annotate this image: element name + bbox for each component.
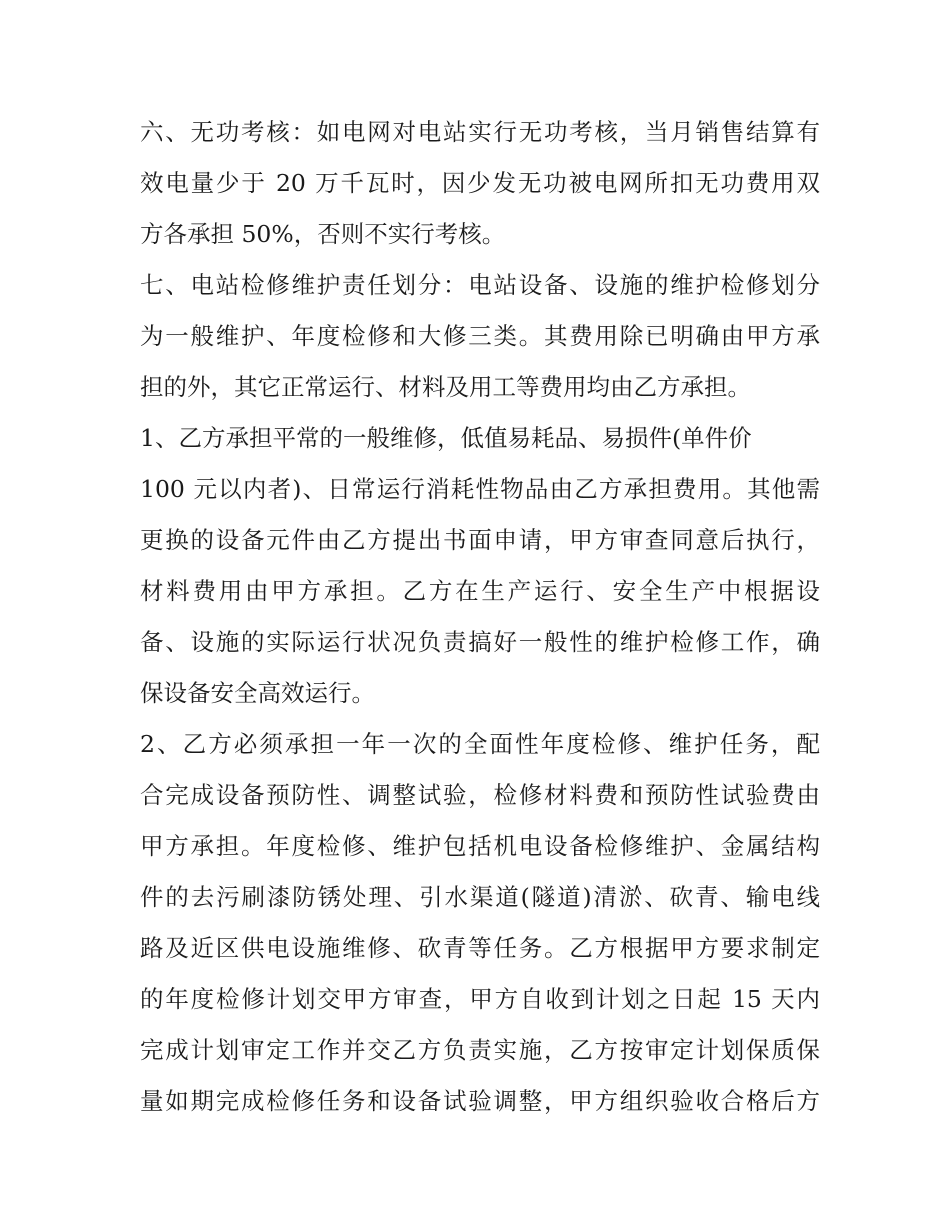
- text-line: 担的外，其它正常运行、材料及用工等费用均由乙方承担。: [140, 373, 751, 401]
- text-line: 合完成设备预防性、调整试验，检修材料费和预防性试验费由: [140, 781, 820, 809]
- text-line: 效电量少于 20 万千瓦时，因少发无功被电网所扣无功费用双: [140, 169, 820, 197]
- text-line: 材料费用由甲方承担。乙方在生产运行、安全生产中根据设: [140, 577, 820, 605]
- text-line: 保设备安全高效运行。: [140, 679, 375, 707]
- text-line: 七、电站检修维护责任划分：电站设备、设施的维护检修划分: [140, 271, 820, 299]
- text-line: 为一般维护、年度检修和大修三类。其费用除已明确由甲方承: [140, 322, 820, 350]
- text-line: 六、无功考核：如电网对电站实行无功考核，当月销售结算有: [140, 118, 820, 146]
- text-line: 备、设施的实际运行状况负责搞好一般性的维护检修工作，确: [140, 628, 820, 656]
- text-line: 更换的设备元件由乙方提出书面申请，甲方审查同意后执行，: [140, 526, 820, 554]
- text-line: 甲方承担。年度检修、维护包括机电设备检修维护、金属结构: [140, 832, 820, 860]
- text-line: 2、乙方必须承担一年一次的全面性年度检修、维护任务，配: [140, 730, 820, 758]
- text-line: 100 元以内者)、日常运行消耗性物品由乙方承担费用。其他需: [140, 475, 820, 503]
- text-line: 1、乙方承担平常的一般维修，低值易耗品、易损件(单件价: [140, 424, 752, 452]
- text-line: 方各承担 50%，否则不实行考核。: [140, 220, 506, 248]
- document-body: [140, 107, 820, 1127]
- text-line: 完成计划审定工作并交乙方负责实施，乙方按审定计划保质保: [140, 1036, 820, 1064]
- text-line: 件的去污刷漆防锈处理、引水渠道(隧道)清淤、砍青、输电线: [140, 883, 820, 911]
- text-line: 量如期完成检修任务和设备试验调整，甲方组织验收合格后方: [140, 1087, 820, 1115]
- text-line: 路及近区供电设施维修、砍青等任务。乙方根据甲方要求制定: [140, 934, 820, 962]
- text-line: 的年度检修计划交甲方审查，甲方自收到计划之日起 15 天内: [140, 985, 820, 1013]
